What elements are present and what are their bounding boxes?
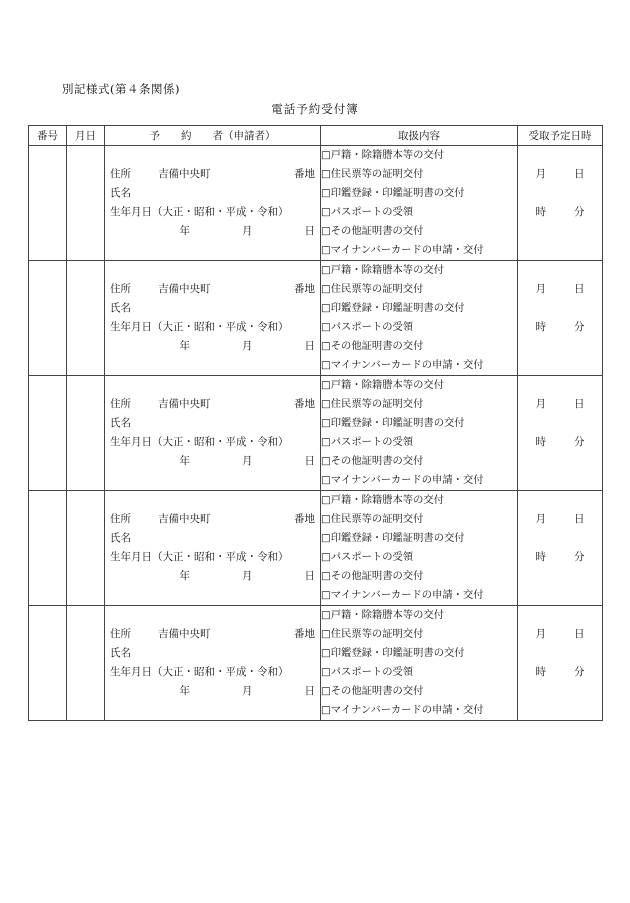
date-cell[interactable] <box>67 146 105 261</box>
procedure-option[interactable]: □その他証明書の交付 <box>321 455 424 467</box>
name-line <box>105 299 320 318</box>
document-title: 電話予約受付簿 <box>271 102 359 116</box>
procedure-option[interactable]: □住民票等の証明交付 <box>321 398 424 410</box>
header-row <box>29 126 603 146</box>
procedure-option[interactable]: □マイナンバーカードの申請・交付 <box>321 244 484 256</box>
scheduled-hour-label: 時 <box>535 321 546 333</box>
number-value <box>29 146 66 259</box>
number-cell[interactable] <box>29 261 67 376</box>
procedure-option[interactable]: □住民票等の証明交付 <box>321 283 424 295</box>
scheduled-month-label: 月 <box>535 398 546 410</box>
address-line <box>105 625 320 644</box>
applicant-cell[interactable] <box>105 146 321 261</box>
number-cell[interactable] <box>29 606 67 721</box>
table-row <box>29 261 603 376</box>
table-row <box>29 376 603 491</box>
birth-line <box>105 203 320 222</box>
town-name: 吉備中央町 <box>158 168 211 180</box>
banchi-label: 番地 <box>294 283 315 295</box>
address-label: 住所 <box>110 398 131 410</box>
date-cell[interactable] <box>67 606 105 721</box>
table-row <box>29 491 603 606</box>
birth-date-line <box>105 222 320 241</box>
scheduled-cell[interactable] <box>518 261 603 376</box>
date-cell[interactable] <box>67 491 105 606</box>
scheduled-minute-label: 分 <box>574 551 585 563</box>
procedure-option[interactable]: □戸籍・除籍謄本等の交付 <box>321 379 444 391</box>
procedure-option[interactable]: □パスポートの受領 <box>321 206 414 218</box>
year-label: 年 <box>179 455 190 467</box>
scheduled-month-label: 月 <box>535 168 546 180</box>
address-line <box>105 510 320 529</box>
scheduled-day-label: 日 <box>574 283 585 295</box>
procedure-cell <box>321 261 518 376</box>
procedure-option[interactable]: □その他証明書の交付 <box>321 225 424 237</box>
number-cell[interactable] <box>29 491 67 606</box>
birth-label: 生年月日（大正・昭和・平成・令和） <box>110 206 289 218</box>
scheduled-month-label: 月 <box>535 283 546 295</box>
scheduled-day-label: 日 <box>574 168 585 180</box>
birth-label: 生年月日（大正・昭和・平成・令和） <box>110 666 289 678</box>
procedure-cell <box>321 146 518 261</box>
name-label: 氏名 <box>110 417 131 429</box>
month-label: 月 <box>242 225 253 237</box>
procedure-cell <box>321 376 518 491</box>
name-label: 氏名 <box>110 647 131 659</box>
town-name: 吉備中央町 <box>158 283 211 295</box>
address-label: 住所 <box>110 513 131 525</box>
col-header-number: 番号 <box>29 126 67 146</box>
year-label: 年 <box>179 225 190 237</box>
procedure-option[interactable]: □戸籍・除籍謄本等の交付 <box>321 264 444 276</box>
number-value <box>29 491 66 604</box>
number-cell[interactable] <box>29 146 67 261</box>
birth-date-line <box>105 682 320 701</box>
birth-date-line <box>105 337 320 356</box>
day-label: 日 <box>304 570 315 582</box>
scheduled-time-line <box>518 548 602 567</box>
scheduled-time-line <box>518 663 602 682</box>
procedure-option[interactable]: □マイナンバーカードの申請・交付 <box>321 704 484 716</box>
applicant-cell[interactable] <box>105 491 321 606</box>
date-value <box>67 261 104 374</box>
scheduled-date-line <box>518 395 602 414</box>
month-label: 月 <box>242 570 253 582</box>
procedure-option[interactable]: □住民票等の証明交付 <box>321 628 424 640</box>
table-row <box>29 146 603 261</box>
scheduled-cell[interactable] <box>518 146 603 261</box>
procedure-option[interactable]: □マイナンバーカードの申請・交付 <box>321 359 484 371</box>
procedure-cell <box>321 491 518 606</box>
scheduled-day-label: 日 <box>574 513 585 525</box>
date-value <box>67 146 104 259</box>
scheduled-month-label: 月 <box>535 628 546 640</box>
name-line <box>105 529 320 548</box>
procedure-option[interactable]: □マイナンバーカードの申請・交付 <box>321 589 484 601</box>
birth-label: 生年月日（大正・昭和・平成・令和） <box>110 551 289 563</box>
procedure-option[interactable]: □印鑑登録・印鑑証明書の交付 <box>321 187 465 199</box>
procedure-cell <box>321 606 518 721</box>
procedure-option[interactable]: □戸籍・除籍謄本等の交付 <box>321 494 444 506</box>
col-header-procedure: 取扱内容 <box>321 126 518 146</box>
town-name: 吉備中央町 <box>158 513 211 525</box>
scheduled-cell[interactable] <box>518 491 603 606</box>
col-header-date: 月日 <box>67 126 105 146</box>
address-label: 住所 <box>110 628 131 640</box>
scheduled-time-line <box>518 203 602 222</box>
procedure-option[interactable]: □その他証明書の交付 <box>321 570 424 582</box>
town-name: 吉備中央町 <box>158 398 211 410</box>
number-value <box>29 261 66 374</box>
scheduled-minute-label: 分 <box>574 666 585 678</box>
name-line <box>105 644 320 663</box>
col-header-applicant: 予 約 者（申請者） <box>105 126 321 146</box>
procedure-option[interactable]: □その他証明書の交付 <box>321 685 424 697</box>
date-value <box>67 491 104 604</box>
register-body <box>29 146 603 721</box>
day-label: 日 <box>304 685 315 697</box>
name-line <box>105 184 320 203</box>
year-label: 年 <box>179 570 190 582</box>
date-cell[interactable] <box>67 261 105 376</box>
scheduled-hour-label: 時 <box>535 206 546 218</box>
address-line <box>105 280 320 299</box>
scheduled-time-line <box>518 318 602 337</box>
birth-label: 生年月日（大正・昭和・平成・令和） <box>110 321 289 333</box>
month-label: 月 <box>242 455 253 467</box>
banchi-label: 番地 <box>294 168 315 180</box>
scheduled-hour-label: 時 <box>535 666 546 678</box>
table-row <box>29 606 603 721</box>
town-name: 吉備中央町 <box>158 628 211 640</box>
procedure-option[interactable]: □戸籍・除籍謄本等の交付 <box>321 149 444 161</box>
name-label: 氏名 <box>110 302 131 314</box>
scheduled-cell[interactable] <box>518 376 603 491</box>
scheduled-minute-label: 分 <box>574 436 585 448</box>
procedure-option[interactable]: □パスポートの受領 <box>321 436 414 448</box>
scheduled-hour-label: 時 <box>535 551 546 563</box>
birth-line <box>105 433 320 452</box>
birth-date-line <box>105 452 320 471</box>
procedure-option[interactable]: □印鑑登録・印鑑証明書の交付 <box>321 532 465 544</box>
date-value <box>67 376 104 489</box>
procedure-option[interactable]: □住民票等の証明交付 <box>321 513 424 525</box>
procedure-option[interactable]: □印鑑登録・印鑑証明書の交付 <box>321 647 465 659</box>
procedure-option[interactable]: □パスポートの受領 <box>321 666 414 678</box>
procedure-option[interactable]: □その他証明書の交付 <box>321 340 424 352</box>
procedure-option[interactable]: □印鑑登録・印鑑証明書の交付 <box>321 302 465 314</box>
banchi-label: 番地 <box>294 628 315 640</box>
scheduled-date-line <box>518 165 602 184</box>
birth-line <box>105 548 320 567</box>
scheduled-date-line <box>518 280 602 299</box>
number-cell[interactable] <box>29 376 67 491</box>
form-label: 別記様式(第４条関係) <box>62 82 180 96</box>
scheduled-time-line <box>518 433 602 452</box>
name-line <box>105 414 320 433</box>
birth-date-line <box>105 567 320 586</box>
address-line <box>105 165 320 184</box>
day-label: 日 <box>304 340 315 352</box>
birth-line <box>105 318 320 337</box>
birth-label: 生年月日（大正・昭和・平成・令和） <box>110 436 289 448</box>
day-label: 日 <box>304 225 315 237</box>
col-header-scheduled: 受取予定日時 <box>518 126 603 146</box>
applicant-cell[interactable] <box>105 261 321 376</box>
name-label: 氏名 <box>110 187 131 199</box>
address-line <box>105 395 320 414</box>
scheduled-month-label: 月 <box>535 513 546 525</box>
name-label: 氏名 <box>110 532 131 544</box>
procedure-option[interactable]: □マイナンバーカードの申請・交付 <box>321 474 484 486</box>
procedure-option[interactable]: □パスポートの受領 <box>321 551 414 563</box>
procedure-option[interactable]: □パスポートの受領 <box>321 321 414 333</box>
scheduled-minute-label: 分 <box>574 206 585 218</box>
month-label: 月 <box>242 685 253 697</box>
procedure-option[interactable]: □戸籍・除籍謄本等の交付 <box>321 609 444 621</box>
scheduled-day-label: 日 <box>574 628 585 640</box>
scheduled-day-label: 日 <box>574 398 585 410</box>
birth-line <box>105 663 320 682</box>
procedure-option[interactable]: □印鑑登録・印鑑証明書の交付 <box>321 417 465 429</box>
banchi-label: 番地 <box>294 513 315 525</box>
scheduled-date-line <box>518 510 602 529</box>
number-value <box>29 606 66 719</box>
scheduled-cell[interactable] <box>518 606 603 721</box>
banchi-label: 番地 <box>294 398 315 410</box>
date-value <box>67 606 104 719</box>
address-label: 住所 <box>110 283 131 295</box>
applicant-cell[interactable] <box>105 376 321 491</box>
number-value <box>29 376 66 489</box>
day-label: 日 <box>304 455 315 467</box>
month-label: 月 <box>242 340 253 352</box>
address-label: 住所 <box>110 168 131 180</box>
date-cell[interactable] <box>67 376 105 491</box>
applicant-cell[interactable] <box>105 606 321 721</box>
procedure-option[interactable]: □住民票等の証明交付 <box>321 168 424 180</box>
scheduled-minute-label: 分 <box>574 321 585 333</box>
reservation-register-table <box>28 125 603 721</box>
scheduled-date-line <box>518 625 602 644</box>
year-label: 年 <box>179 685 190 697</box>
scheduled-hour-label: 時 <box>535 436 546 448</box>
year-label: 年 <box>179 340 190 352</box>
